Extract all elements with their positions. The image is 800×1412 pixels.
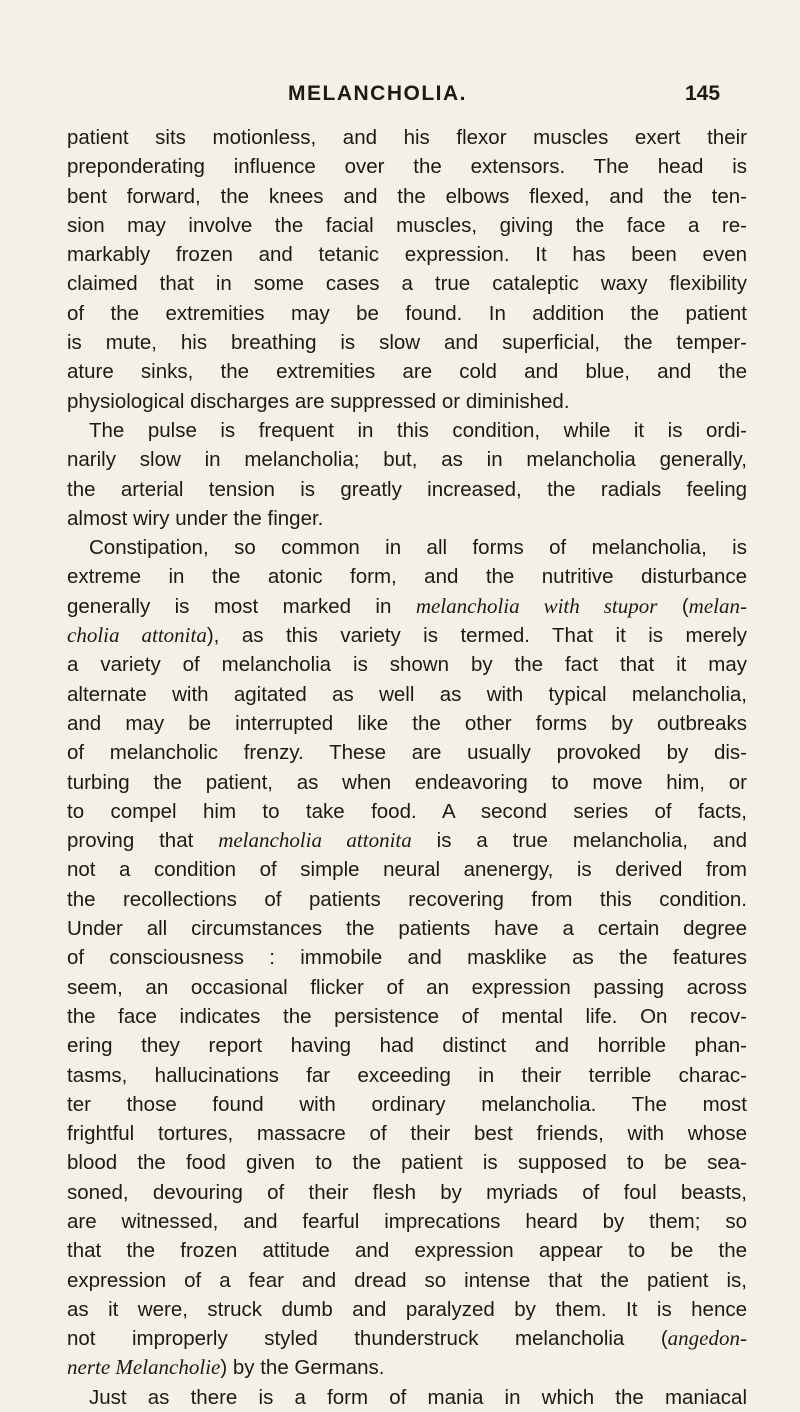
text-segment: the recollections of patients recovering from this condition. bbox=[67, 887, 747, 911]
text-segment: of the extremities may be found. In addition the patient bbox=[67, 301, 747, 325]
running-head: MELANCHOLIA. bbox=[288, 82, 467, 105]
text-line bbox=[67, 328, 747, 357]
text-segment: ( bbox=[657, 594, 689, 618]
text-line bbox=[67, 182, 747, 211]
text-segment: ), as this variety is termed. That it is merely bbox=[206, 624, 748, 648]
text-line bbox=[67, 1266, 747, 1295]
text-line bbox=[67, 1383, 747, 1412]
text-line bbox=[67, 797, 747, 826]
text-segment: bent forward, the knees and the elbows flexed, and the ten- bbox=[67, 184, 747, 208]
text-line bbox=[67, 299, 747, 328]
text-line bbox=[67, 621, 747, 650]
text-segment: narily slow in melancholia; but, as in melancholia generally, bbox=[67, 448, 747, 472]
text-segment: frightful tortures, massacre of their best friends, with whose bbox=[67, 1122, 747, 1146]
text-line bbox=[67, 1148, 747, 1177]
text-segment: turbing the patient, as when endeavoring to move him, or bbox=[67, 770, 747, 794]
text-line bbox=[67, 914, 747, 943]
text-line bbox=[67, 269, 747, 298]
text-segment: Under all circumstances the patients have a certain degree bbox=[67, 917, 747, 941]
text-segment: Constipation, so common in all forms of melancholia, is bbox=[89, 536, 747, 560]
text-line bbox=[67, 1002, 747, 1031]
text-segment: soned, devouring of their flesh by myriads of foul beasts, bbox=[67, 1180, 747, 1204]
text-line bbox=[67, 504, 747, 533]
italic-text-segment: nerte Melancholie bbox=[67, 1355, 221, 1380]
italic-text-segment: melancholia with stupor bbox=[415, 593, 658, 618]
text-line bbox=[67, 885, 747, 914]
text-segment: not a condition of simple neural anenergy, is derived from bbox=[67, 858, 747, 882]
text-line bbox=[67, 416, 747, 445]
text-line bbox=[67, 387, 747, 416]
text-segment: generally is most marked in bbox=[67, 594, 416, 618]
text-segment: Just as there is a form of mania in which the maniacal bbox=[89, 1385, 747, 1409]
text-segment: tasms, hallucinations far exceeding in their terrible charac- bbox=[67, 1063, 747, 1087]
text-line bbox=[67, 562, 747, 591]
text-segment: to compel him to take food. A second series of facts, bbox=[67, 799, 747, 823]
text-line bbox=[67, 357, 747, 386]
text-segment: preponderating influence over the extensors. The head is bbox=[67, 155, 747, 179]
text-segment: extreme in the atonic form, and the nutritive disturbance bbox=[67, 565, 747, 589]
text-segment: of melancholic frenzy. These are usually provoked by dis- bbox=[67, 741, 747, 765]
text-line bbox=[67, 650, 747, 679]
text-segment: almost wiry under the finger. bbox=[67, 506, 324, 530]
text-line bbox=[67, 123, 747, 152]
text-line bbox=[67, 1031, 747, 1060]
text-line bbox=[67, 1207, 747, 1236]
text-segment: and may be interrupted like the other forms by outbreaks bbox=[67, 711, 747, 735]
text-segment: patient sits motionless, and his flexor muscles exert their bbox=[67, 126, 747, 149]
text-line bbox=[67, 709, 747, 738]
text-segment: is mute, his breathing is slow and superficial, the temper- bbox=[67, 331, 747, 355]
text-line bbox=[67, 533, 747, 562]
text-line bbox=[67, 152, 747, 181]
text-line bbox=[67, 240, 747, 269]
text-line bbox=[67, 1353, 747, 1382]
body-text bbox=[67, 123, 747, 1412]
text-line bbox=[67, 1061, 747, 1090]
text-segment: ter those found with ordinary melancholia. The most bbox=[67, 1092, 747, 1116]
text-line bbox=[67, 855, 747, 884]
page-number: 145 bbox=[685, 82, 721, 105]
text-line bbox=[67, 1295, 747, 1324]
italic-text-segment: cholia attonita bbox=[67, 623, 207, 648]
text-segment: ature sinks, the extremities are cold and blue, and the bbox=[67, 360, 747, 384]
text-segment: are witnessed, and fearful imprecations heard by them; so bbox=[67, 1209, 747, 1233]
text-segment: proving that bbox=[67, 829, 219, 853]
text-line bbox=[67, 768, 747, 797]
text-segment: that the frozen attitude and expression appear to be the bbox=[67, 1239, 747, 1263]
text-segment: as it were, struck dumb and paralyzed by them. It is hence bbox=[67, 1297, 747, 1321]
text-line bbox=[67, 680, 747, 709]
text-line bbox=[67, 592, 747, 621]
text-segment: seem, an occasional flicker of an expression passing across bbox=[67, 975, 747, 999]
text-segment: markably frozen and tetanic expression. It has been even bbox=[67, 243, 747, 267]
text-line bbox=[67, 943, 747, 972]
italic-text-segment: melan- bbox=[688, 593, 747, 618]
text-segment: ) by the Germans. bbox=[220, 1356, 385, 1380]
text-segment: claimed that in some cases a true cataleptic waxy flexibility bbox=[67, 272, 747, 296]
text-segment: a variety of melancholia is shown by the fact that it may bbox=[67, 653, 747, 677]
text-line bbox=[67, 1236, 747, 1265]
text-segment: not improperly styled thunderstruck melancholia ( bbox=[67, 1327, 668, 1351]
italic-text-segment: melancholia attonita bbox=[218, 828, 412, 853]
text-segment: is a true melancholia, and bbox=[411, 829, 747, 853]
text-line bbox=[67, 826, 747, 855]
text-line bbox=[67, 973, 747, 1002]
text-segment: sion may involve the facial muscles, giving the face a re- bbox=[67, 213, 747, 237]
text-segment: physiological discharges are suppressed or diminished. bbox=[67, 389, 570, 413]
text-line bbox=[67, 1324, 747, 1353]
text-line bbox=[67, 475, 747, 504]
text-line bbox=[67, 738, 747, 767]
text-segment: the face indicates the persistence of mental life. On recov- bbox=[67, 1004, 747, 1028]
italic-text-segment: angedon- bbox=[667, 1326, 747, 1351]
text-line bbox=[67, 1090, 747, 1119]
text-line bbox=[67, 1178, 747, 1207]
text-segment: the arterial tension is greatly increased, the radials feeling bbox=[67, 477, 747, 501]
text-segment: expression of a fear and dread so intense that the patient is, bbox=[67, 1268, 747, 1292]
text-segment: blood the food given to the patient is supposed to be sea- bbox=[67, 1151, 747, 1175]
text-segment: of consciousness : immobile and masklike as the features bbox=[67, 946, 747, 970]
text-segment: ering they report having had distinct and horrible phan- bbox=[67, 1034, 747, 1058]
text-line bbox=[67, 211, 747, 240]
text-line bbox=[67, 445, 747, 474]
text-line bbox=[67, 1119, 747, 1148]
text-segment: alternate with agitated as well as with typical melancholia, bbox=[67, 682, 747, 706]
text-segment: The pulse is frequent in this condition, while it is ordi- bbox=[89, 418, 747, 442]
